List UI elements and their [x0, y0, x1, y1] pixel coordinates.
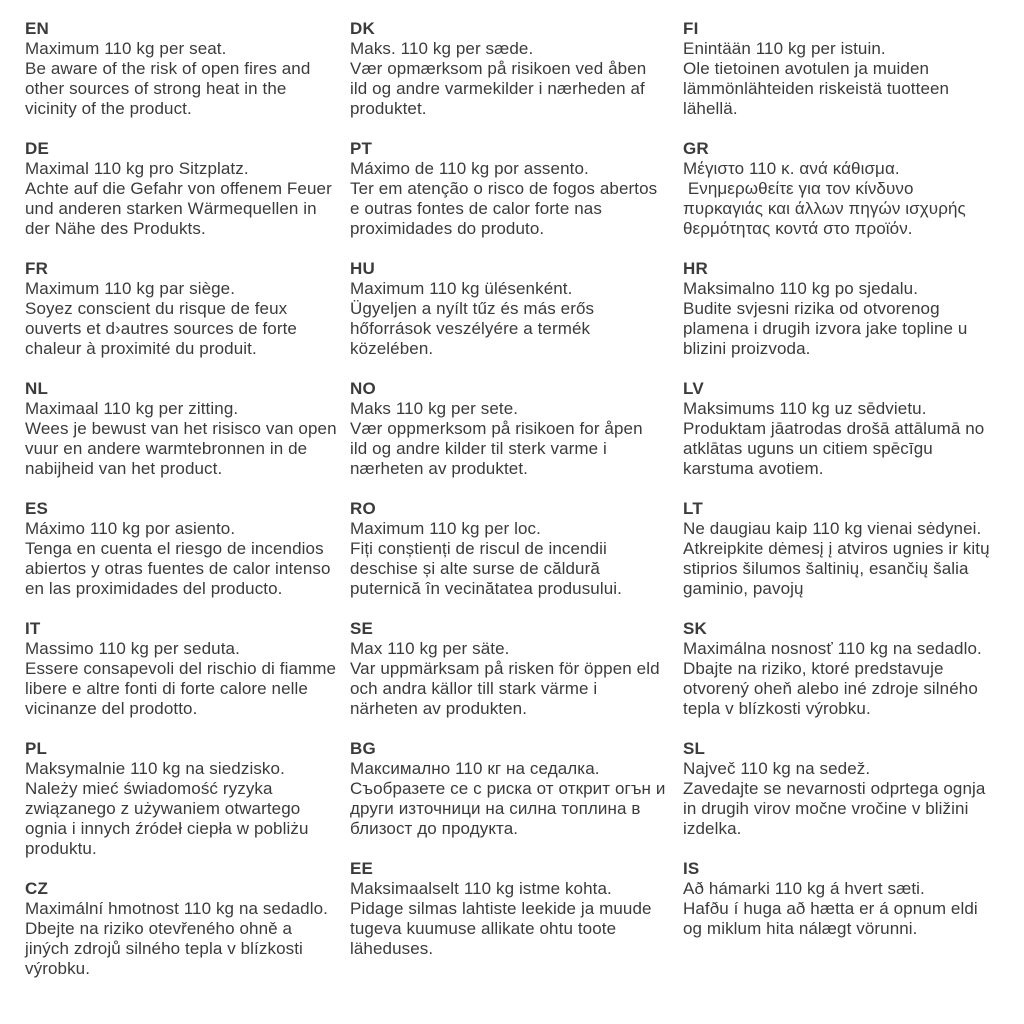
- lang-block-sk: [683, 619, 1021, 719]
- lang-block-se: [350, 619, 680, 719]
- text-line: Največ 110 kg na sedež.: [683, 759, 871, 778]
- text-line: produktu.: [25, 839, 97, 858]
- text-line: Atkreipkite dėmesį į atviros ugnies ir kitų: [683, 539, 990, 558]
- text-line: nærheten av produktet.: [350, 459, 528, 478]
- lang-block-bg: [350, 739, 680, 839]
- text-line: близост до продукта.: [350, 819, 519, 838]
- text-line: Μέγιστο 110 κ. ανά κάθισμα.: [683, 159, 900, 178]
- lang-code-heading-gr: GR: [683, 139, 709, 158]
- text-line: och andra källor till stark värme i: [350, 679, 598, 698]
- text-line: der Nähe des Produkts.: [25, 219, 206, 238]
- text-line: Að hámarki 110 kg á hvert sæti.: [683, 879, 925, 898]
- text-line: Ne daugiau kaip 110 kg vienai sėdynei.: [683, 519, 982, 538]
- column-2: [350, 19, 680, 979]
- text-line: Dbejte na riziko otevřeného ohně a: [25, 919, 293, 938]
- text-line: Enintään 110 kg per istuin.: [683, 39, 886, 58]
- text-line: Dbajte na riziko, ktoré predstavuje: [683, 659, 944, 678]
- lang-block-ro: [350, 499, 680, 599]
- text-line: θερμότητας κοντά στο προϊόν.: [683, 219, 913, 238]
- text-line: karstuma avotiem.: [683, 459, 824, 478]
- lang-block-ee: [350, 859, 680, 959]
- text-line: Tenga en cuenta el riesgo de incendios: [25, 539, 324, 558]
- text-line: e outras fontes de calor forte nas: [350, 199, 602, 218]
- lang-code-heading-bg: BG: [350, 739, 376, 758]
- text-line: Be aware of the risk of open fires and: [25, 59, 311, 78]
- text-line: Maksymalnie 110 kg na siedzisko.: [25, 759, 285, 778]
- text-line: közelében.: [350, 339, 434, 358]
- text-line: Maximum 110 kg par siège.: [25, 279, 236, 298]
- text-line: närheten av produkten.: [350, 699, 528, 718]
- text-line: Max 110 kg per säte.: [350, 639, 510, 658]
- text-line: Vær oppmerksom på risikoen for åpen: [350, 419, 643, 438]
- lang-block-sl: [683, 739, 1021, 839]
- text-line: Maximum 110 kg ülésenként.: [350, 279, 573, 298]
- lang-code-heading-sk: SK: [683, 619, 708, 638]
- text-line: chaleur à proximité du produit.: [25, 339, 257, 358]
- lang-block-dk: [350, 19, 680, 119]
- lang-code-heading-pl: PL: [25, 739, 48, 758]
- lang-code-heading-hr: HR: [683, 259, 708, 278]
- text-line: Achte auf die Gefahr von offenem Feuer: [25, 179, 332, 198]
- text-line: Máximo 110 kg por asiento.: [25, 519, 236, 538]
- text-line: izdelka.: [683, 819, 742, 838]
- text-line: Maximální hmotnost 110 kg na sedadlo.: [25, 899, 328, 918]
- text-line: en las proximidades del producto.: [25, 579, 283, 598]
- lang-code-heading-nl: NL: [25, 379, 49, 398]
- lang-code-heading-ro: RO: [350, 499, 376, 518]
- text-line: Vær opmærksom på risikoen ved åben: [350, 59, 647, 78]
- lang-code-heading-no: NO: [350, 379, 376, 398]
- text-line: Съобразете се с риска от открит огън и: [350, 779, 666, 798]
- text-line: puternică în vecinătatea produsului.: [350, 579, 622, 598]
- text-line: hőforrások veszélyére a termék: [350, 319, 591, 338]
- text-line: Máximo de 110 kg por assento.: [350, 159, 589, 178]
- text-line: plamena i drugih izvora jake topline u: [683, 319, 968, 338]
- text-line: atklātas uguns un citiem spēcīgu: [683, 439, 933, 458]
- text-line: abiertos y otras fuentes de calor intenso: [25, 559, 331, 578]
- text-line: Maximálna nosnosť 110 kg na sedadlo.: [683, 639, 982, 658]
- text-line: Var uppmärksam på risken för öppen eld: [350, 659, 660, 678]
- text-line: stiprios šilumos šaltinių, esančių šalia: [683, 559, 969, 578]
- text-line: Ole tietoinen avotulen ja muiden: [683, 59, 930, 78]
- text-line: Produktam jāatrodas drošā attālumā no: [683, 419, 985, 438]
- text-line: lähellä.: [683, 99, 738, 118]
- text-line: Ενημερωθείτε για τον κίνδυνο: [683, 179, 914, 198]
- lang-block-no: [350, 379, 680, 479]
- text-line: tugeva kuumuse allikate ohtu toote: [350, 919, 617, 938]
- text-line: Wees je bewust van het risisco van open: [25, 419, 337, 438]
- text-line: proximidades do produto.: [350, 219, 545, 238]
- text-line: deschise și alte surse de căldură: [350, 559, 600, 578]
- text-line: Essere consapevoli del rischio di fiamme: [25, 659, 337, 678]
- text-line: Fiți conștienți de riscul de incendii: [350, 539, 607, 558]
- text-line: ild og andre kilder til sterk varme i: [350, 439, 607, 458]
- lang-block-pl: [25, 739, 347, 859]
- text-line: Ter em atenção o risco de fogos abertos: [350, 179, 658, 198]
- lang-code-heading-fi: FI: [683, 19, 699, 38]
- lang-code-heading-lt: LT: [683, 499, 703, 518]
- text-line: Ügyeljen a nyílt tűz és más erős: [350, 299, 595, 318]
- lang-block-en: [25, 19, 347, 119]
- lang-code-heading-se: SE: [350, 619, 374, 638]
- lang-code-heading-sl: SL: [683, 739, 706, 758]
- text-line: Soyez conscient du risque de feux: [25, 299, 288, 318]
- text-line: Maks. 110 kg per sæde.: [350, 39, 534, 58]
- text-line: tepla v blízkosti výrobku.: [683, 699, 871, 718]
- text-line: vicinanze del prodotto.: [25, 699, 198, 718]
- text-line: związanego z używaniem otwartego: [25, 799, 301, 818]
- text-line: Maksimums 110 kg uz sēdvietu.: [683, 399, 927, 418]
- text-line: otvorený oheň alebo iné zdroje silného: [683, 679, 978, 698]
- text-line: Massimo 110 kg per seduta.: [25, 639, 240, 658]
- text-line: πυρκαγιάς και άλλων πηγών ισχυρής: [683, 199, 966, 218]
- lang-code-heading-fr: FR: [25, 259, 49, 278]
- lang-code-heading-en: EN: [25, 19, 50, 38]
- lang-block-is: [683, 859, 1021, 939]
- text-line: Maximum 110 kg per seat.: [25, 39, 227, 58]
- text-line: Maximal 110 kg pro Sitzplatz.: [25, 159, 249, 178]
- column-1: [25, 19, 347, 999]
- text-line: výrobku.: [25, 959, 91, 978]
- text-line: vuur en andere warmtebronnen in de: [25, 439, 308, 458]
- text-line: Budite svjesni rizika od otvorenog: [683, 299, 940, 318]
- text-line: produktet.: [350, 99, 427, 118]
- text-line: Maksimaalselt 110 kg istme kohta.: [350, 879, 612, 898]
- text-line: ild og andre varmekilder i nærheden af: [350, 79, 645, 98]
- text-line: Zavedajte se nevarnosti odprtega ognja: [683, 779, 986, 798]
- text-line: други източници на силна топлина в: [350, 799, 641, 818]
- text-line: jiných zdrojů silného tepla v blízkosti: [25, 939, 303, 958]
- text-line: vicinity of the product.: [25, 99, 192, 118]
- lang-block-nl: [25, 379, 347, 479]
- text-line: gaminio, pavojų: [683, 579, 804, 598]
- lang-block-de: [25, 139, 347, 239]
- text-line: Należy mieć świadomość ryzyka: [25, 779, 273, 798]
- text-line: Maximaal 110 kg per zitting.: [25, 399, 239, 418]
- lang-code-heading-is: IS: [683, 859, 700, 878]
- text-line: läheduses.: [350, 939, 434, 958]
- text-line: Maximum 110 kg per loc.: [350, 519, 541, 538]
- lang-code-heading-dk: DK: [350, 19, 375, 38]
- lang-block-fr: [25, 259, 347, 359]
- text-line: nabijheid van het product.: [25, 459, 223, 478]
- lang-code-heading-es: ES: [25, 499, 49, 518]
- lang-block-gr: [683, 139, 1021, 239]
- lang-code-heading-ee: EE: [350, 859, 374, 878]
- text-line: Максимално 110 кг на седалка.: [350, 759, 600, 778]
- lang-block-fi: [683, 19, 1021, 119]
- lang-code-heading-de: DE: [25, 139, 50, 158]
- lang-block-hu: [350, 259, 680, 359]
- lang-code-heading-pt: PT: [350, 139, 373, 158]
- lang-block-lv: [683, 379, 1021, 479]
- text-line: ognia i innych źródeł ciepła w pobliżu: [25, 819, 309, 838]
- text-line: ouverts et d›autres sources de forte: [25, 319, 297, 338]
- lang-code-heading-it: IT: [25, 619, 41, 638]
- text-line: und anderen starken Wärmequellen in: [25, 199, 317, 218]
- text-line: Maksimalno 110 kg po sjedalu.: [683, 279, 919, 298]
- lang-block-cz: [25, 879, 347, 979]
- text-line: Hafðu í huga að hætta er á opnum eldi: [683, 899, 978, 918]
- text-line: in drugih virov močne vročine v bližini: [683, 799, 969, 818]
- lang-block-hr: [683, 259, 1021, 359]
- text-line: og miklum hita nálægt vörunni.: [683, 919, 918, 938]
- lang-code-heading-hu: HU: [350, 259, 375, 278]
- text-line: lämmönlähteiden riskeistä tuotteen: [683, 79, 950, 98]
- text-line: blizini proizvoda.: [683, 339, 811, 358]
- lang-code-heading-cz: CZ: [25, 879, 49, 898]
- lang-code-heading-lv: LV: [683, 379, 704, 398]
- lang-block-es: [25, 499, 347, 599]
- text-line: Maks 110 kg per sete.: [350, 399, 519, 418]
- text-line: libere e altre fonti di forte calore nelle: [25, 679, 308, 698]
- lang-block-it: [25, 619, 347, 719]
- text-line: other sources of strong heat in the: [25, 79, 287, 98]
- lang-block-pt: [350, 139, 680, 239]
- column-3: [683, 19, 1021, 959]
- lang-block-lt: [683, 499, 1021, 599]
- text-line: Pidage silmas lahtiste leekide ja muude: [350, 899, 652, 918]
